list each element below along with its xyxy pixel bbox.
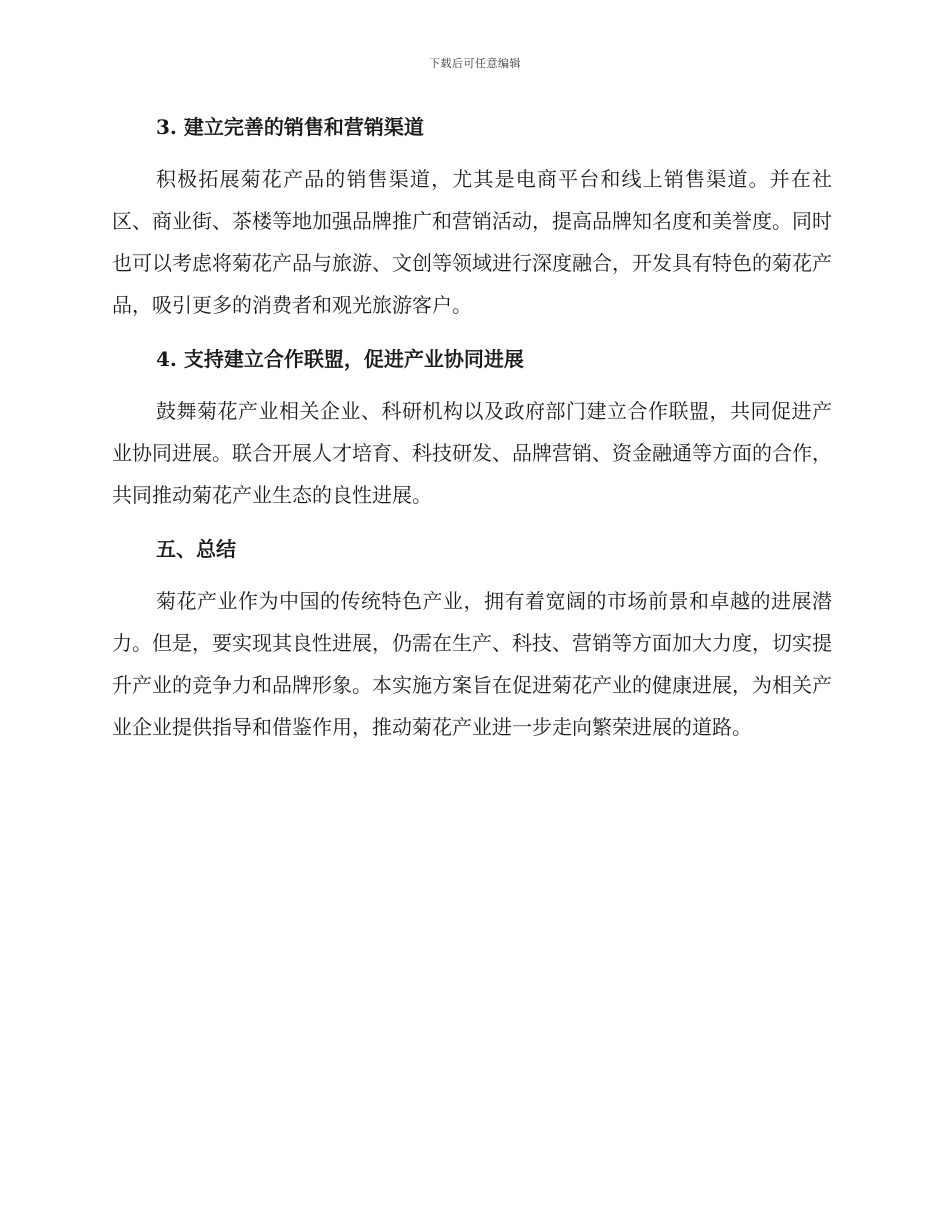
- header-note: 下载后可任意编辑: [429, 57, 521, 70]
- section-heading-sales-channels: 3. 建立完善的销售和营销渠道: [156, 115, 424, 139]
- section-heading-cooperation-alliance: 4. 支持建立合作联盟，促进产业协同进展: [156, 347, 524, 371]
- document-body: [112, 112, 832, 766]
- section-heading-summary: 五、总结: [156, 537, 236, 561]
- section-paragraph-summary: 菊花产业作为中国的传统特色产业，拥有着宽阔的市场前景和卓越的进展潜力。但是，要实现其良性进展，仍需在生产、科技、营销等方面加大力度，切实提升产业的竞争力和品牌形象。本实施方案旨在促进菊花产业的健康进展，为相关产业企业提供指导和借鉴作用，推动菊花产业进一步走向繁荣进展的道路。: [112, 589, 832, 739]
- section-paragraph-sales-channels: 积极拓展菊花产品的销售渠道，尤其是电商平台和线上销售渠道。并在社区、商业街、茶楼等地加强品牌推广和营销活动，提高品牌知名度和美誉度。同时也可以考虑将菊花产品与旅游、文创等领域进行深度融合，开发具有特色的菊花产品，吸引更多的消费者和观光旅游客户。: [112, 167, 832, 317]
- section-paragraph-cooperation-alliance: 鼓舞菊花产业相关企业、科研机构以及政府部门建立合作联盟，共同促进产业协同进展。联合开展人才培育、科技研发、品牌营销、资金融通等方面的合作，共同推动菊花产业生态的良性进展。: [112, 399, 832, 507]
